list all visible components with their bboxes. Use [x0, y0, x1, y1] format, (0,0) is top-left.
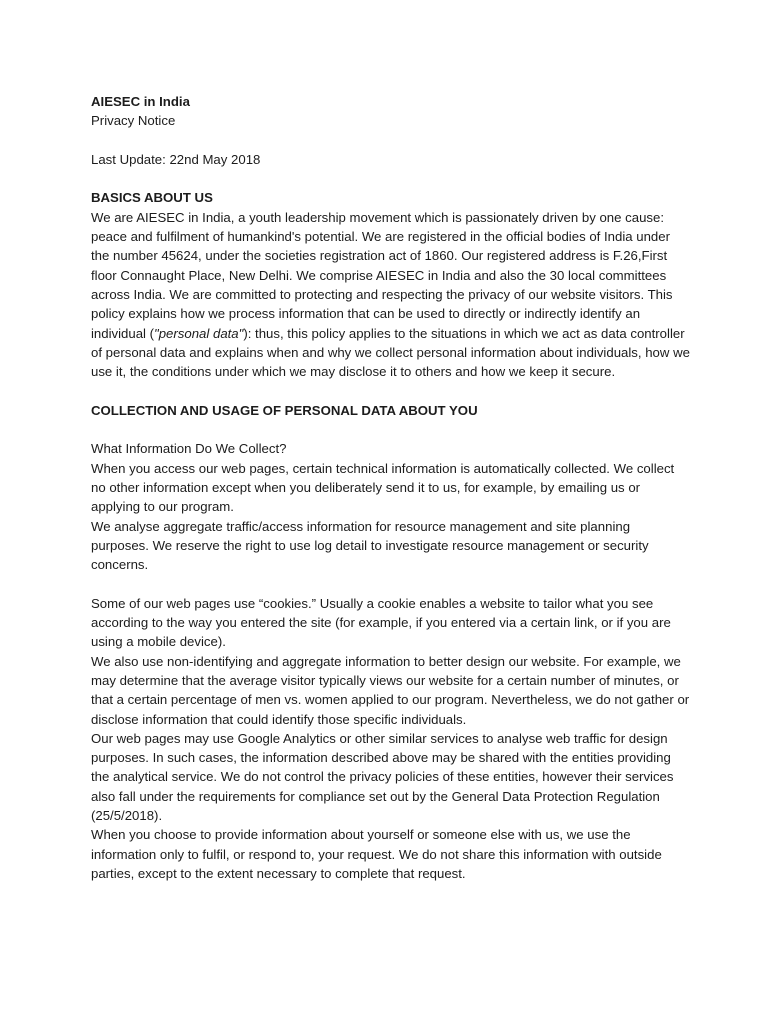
org-title: AIESEC in India	[91, 94, 190, 109]
basics-text-2: ): thus, this policy applies to the situations in which we act as data controller of personal data and explains when and why we collect personal information about individuals, how we use it, the conditions under which we may disclose it to others and how we keep it secure.	[91, 325, 690, 380]
spacer	[91, 381, 691, 400]
collection-heading: COLLECTION AND USAGE OF PERSONAL DATA ABOUT YOU	[91, 402, 478, 418]
para-analyse: We analyse aggregate traffic/access information for resource management and site planning purposes. We reserve the right to use log detail to investigate resource management or security concerns.	[91, 518, 649, 573]
para-access: When you access our web pages, certain technical information is automatically collected. We collect no other information except when you deliberately send it to us, for example, by emailing us or applying to our program.	[91, 460, 675, 515]
para-analytics: Our web pages may use Google Analytics or other similar services to analyse web traffic for design purposes. In such cases, the information described above may be shared with the entities providing the analytical service. We do not control the privacy policies of these entities, however their services also fall under the requirements for compliance set out by the General Data Protection Regulation (25/5/2018).	[91, 730, 674, 823]
basics-paragraph	[91, 208, 691, 382]
last-update: Last Update: 22nd May 2018	[91, 151, 261, 167]
basics-text-1: We are AIESEC in India, a youth leadership movement which is passionately driven by one cause: peace and fulfilment of humankind's potential. We are registered in the official bodies of India under the number 45624, under the societies registration act of 1860. Our registered address is F.26,First floor Connaught Place, New Delhi. We comprise AIESEC in India and also the 30 local committees across India. We are committed to protecting and respecting the privacy of our website visitors. This policy explains how we process information that can be used to directly or indirectly identify an individual (	[91, 209, 673, 341]
basics-heading: BASICS ABOUT US	[91, 190, 213, 206]
what-info-question: What Information Do We Collect?	[91, 441, 287, 457]
spacer	[91, 169, 691, 188]
para-non-identifying: We also use non-identifying and aggregate information to better design our website. For example, we may determine that the average visitor typically views our website for a certain number of minutes, or that a certain percentage of men vs. women applied to our program. Nevertheless, we do not gather or disclose information that could identify those specific individuals.	[91, 653, 690, 727]
para-cookies: Some of our web pages use “cookies.” Usually a cookie enables a website to tailor what you see according to the way you entered the site (for example, if you entered via a certain link, or if you are using a mobile device).	[91, 595, 671, 650]
para-request: When you choose to provide information about yourself or someone else with us, we use the information only to fulfil, or respond to, your request. We do not share this information with outside parties, except to the extent necessary to complete that request.	[91, 827, 662, 881]
spacer	[91, 420, 691, 439]
spacer	[91, 574, 691, 593]
document-page	[91, 92, 691, 883]
personal-data-term: "personal data"	[154, 325, 244, 341]
spacer	[91, 131, 691, 150]
notice-subtitle: Privacy Notice	[91, 113, 176, 129]
